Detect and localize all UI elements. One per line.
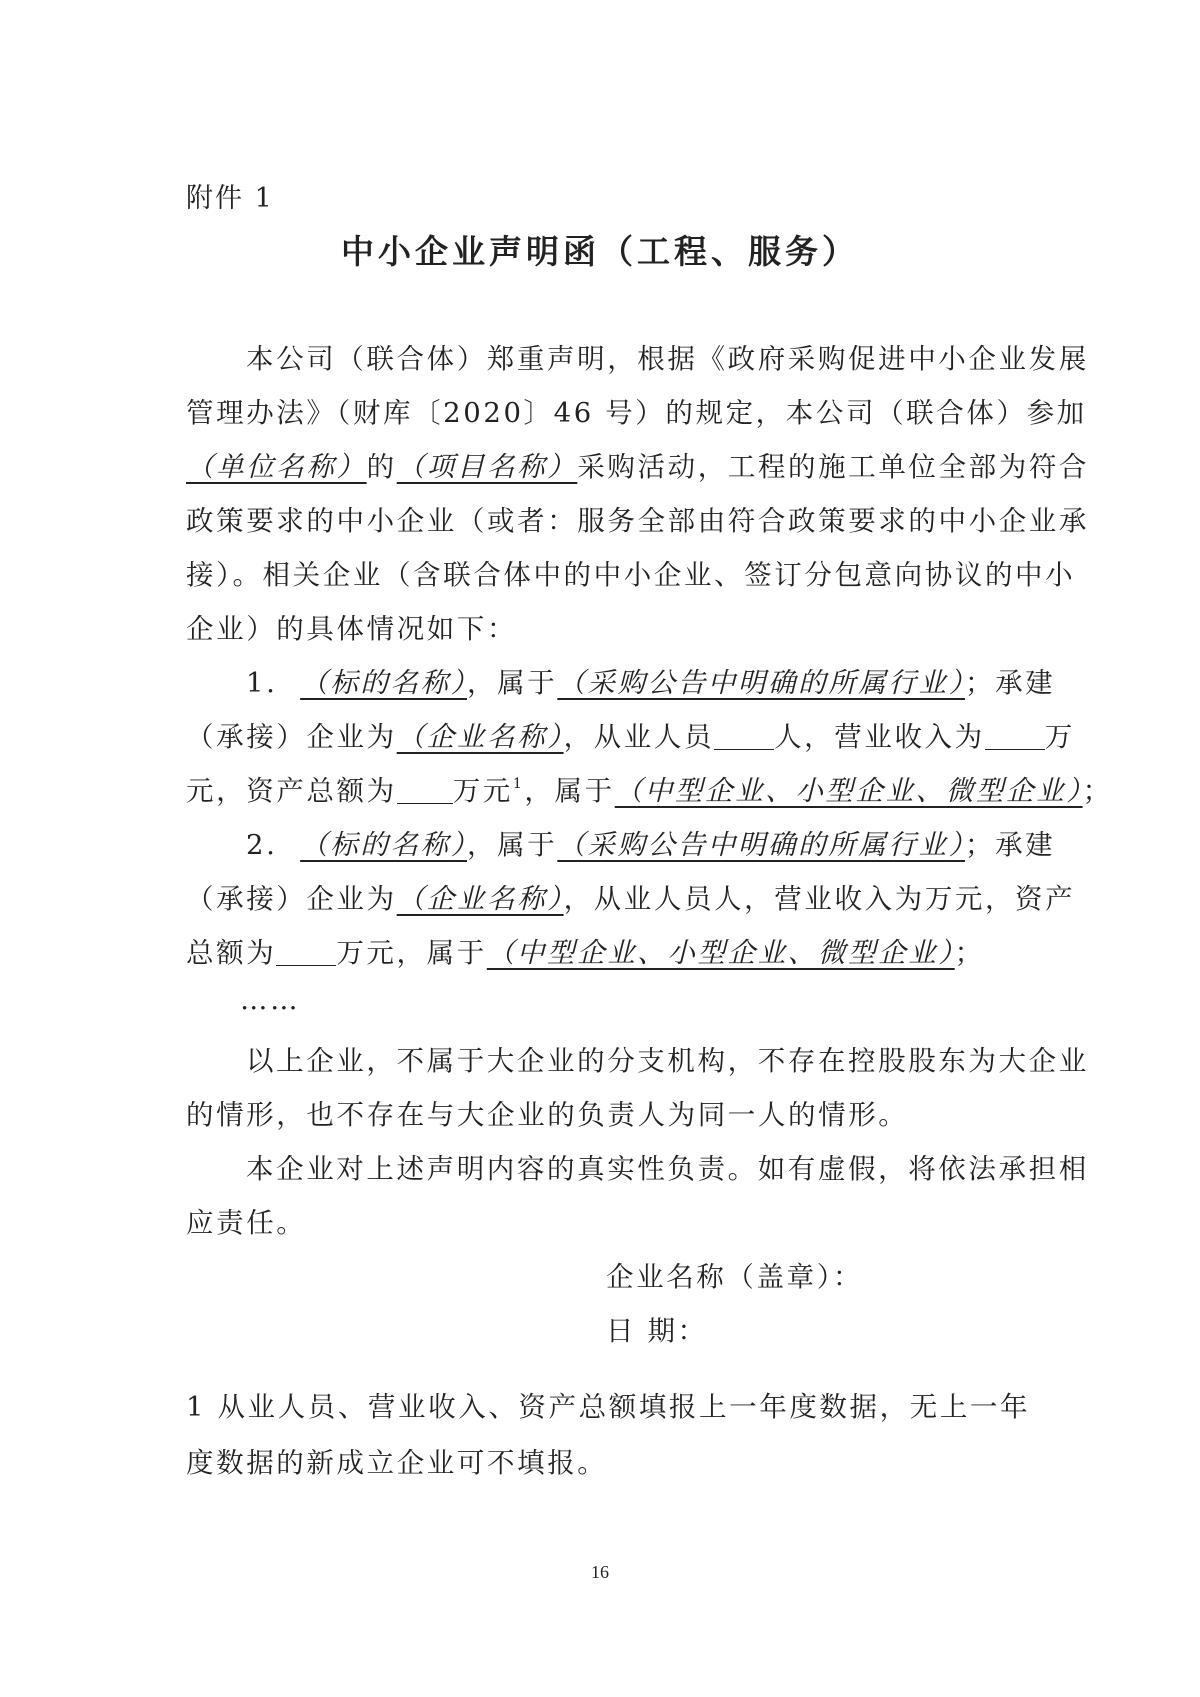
unit-name-placeholder: （单位名称）: [186, 451, 367, 483]
intro-line-3: [186, 444, 1089, 484]
item1-assets-label: 元，资产总额为: [186, 775, 397, 807]
intro-line-6: 企业）的具体情况如下：: [186, 613, 518, 645]
item1-company-placeholder: （企业名称）: [396, 721, 564, 753]
item2-assets-label: 总额为: [186, 937, 277, 969]
intro-line-5: 接）。相关企业（含联合体中的中小企业、签订分包意向协议的中小: [186, 559, 1076, 591]
item2-company-placeholder: （企业名称）: [396, 883, 564, 915]
item1-line-3: [186, 768, 1113, 808]
item1-size-placeholder: （中型企业、小型企业、微型企业）: [614, 775, 1083, 807]
item1-wan: 万: [1044, 721, 1075, 753]
item1-contractor: ；承建: [964, 667, 1056, 699]
item1-target-placeholder: （标的名称）: [300, 667, 467, 699]
item1-assets-blank: [397, 776, 453, 805]
intro-line-3-rest: 采购活动，工程的施工单位全部为符合: [577, 451, 1090, 483]
item2-industry-placeholder: （采购公告中明确的所属行业）: [557, 829, 965, 861]
para2-line-1: 以上企业，不属于大企业的分支机构，不存在控股股东为大企业: [246, 1045, 1089, 1077]
item2-target-placeholder: （标的名称）: [300, 829, 467, 861]
item2-rest: ，从业人员人，营业收入为万元，资产: [563, 883, 1076, 915]
item1-industry-placeholder: （采购公告中明确的所属行业）: [557, 667, 965, 699]
item1-belongs: ，属于: [467, 667, 558, 699]
item1-revenue-blank: [985, 722, 1045, 751]
item2-line-2: [186, 876, 1075, 916]
intro-line-2: 管理办法》（财库〔2020〕46 号）的规定，本公司（联合体）参加: [186, 397, 1087, 429]
item1-prefix: （承接）企业为: [186, 721, 397, 753]
item2-contractor: ；承建: [964, 829, 1056, 861]
ellipsis: ……: [240, 984, 301, 1016]
page-title: 中小企业声明函（工程、服务）: [341, 232, 859, 271]
item2-end: ；: [954, 937, 985, 969]
intro-line-1: 本公司（联合体）郑重声明，根据《政府采购促进中小企业发展: [246, 343, 1089, 375]
attachment-label: 附件 1: [186, 183, 274, 214]
para2-line-2: 的情形，也不存在与大企业的负责人为同一人的情形。: [186, 1099, 909, 1131]
item2-number: 2.: [246, 829, 278, 861]
item2-line-1: [246, 822, 1055, 862]
footnote-line-1: 1 从业人员、营业收入、资产总额填报上一年度数据，无上一年: [186, 1391, 1031, 1423]
footnote-line-2: 度数据的新成立企业可不填报。: [186, 1447, 608, 1479]
item1-end: ；: [1082, 775, 1113, 807]
item1-revenue-label: 人，营业收入为: [774, 721, 985, 753]
footnote-reference: 1: [512, 776, 525, 792]
signature-date: 日 期：: [606, 1315, 708, 1347]
item2-prefix: （承接）企业为: [186, 883, 397, 915]
para3-line-1: 本企业对上述声明内容的真实性负责。如有虚假，将依法承担相: [246, 1153, 1089, 1185]
item1-size-belongs: ，属于: [524, 775, 615, 807]
signature-company: 企业名称（盖章）：: [606, 1261, 864, 1293]
item1-staff-label: ，从业人员: [563, 721, 715, 753]
item1-number: 1.: [246, 667, 278, 699]
item1-wanyuan: 万元: [452, 775, 513, 807]
item1-staff-blank: [714, 722, 774, 751]
item2-line-3: [186, 930, 985, 970]
item1-line-2: [186, 714, 1075, 754]
intro-de: 的: [366, 451, 397, 483]
item2-wanyuan: 万元，属于: [336, 937, 487, 969]
project-name-placeholder: （项目名称）: [396, 451, 578, 483]
page-number: 16: [591, 1562, 609, 1582]
item2-size-placeholder: （中型企业、小型企业、微型企业）: [486, 937, 955, 969]
item1-line-1: [246, 660, 1055, 700]
para3-line-2: 应责任。: [186, 1207, 307, 1239]
item2-belongs: ，属于: [467, 829, 558, 861]
intro-line-4: 政策要求的中小企业（或者：服务全部由符合政策要求的中小企业承: [186, 505, 1089, 537]
item2-assets-blank: [276, 938, 336, 967]
